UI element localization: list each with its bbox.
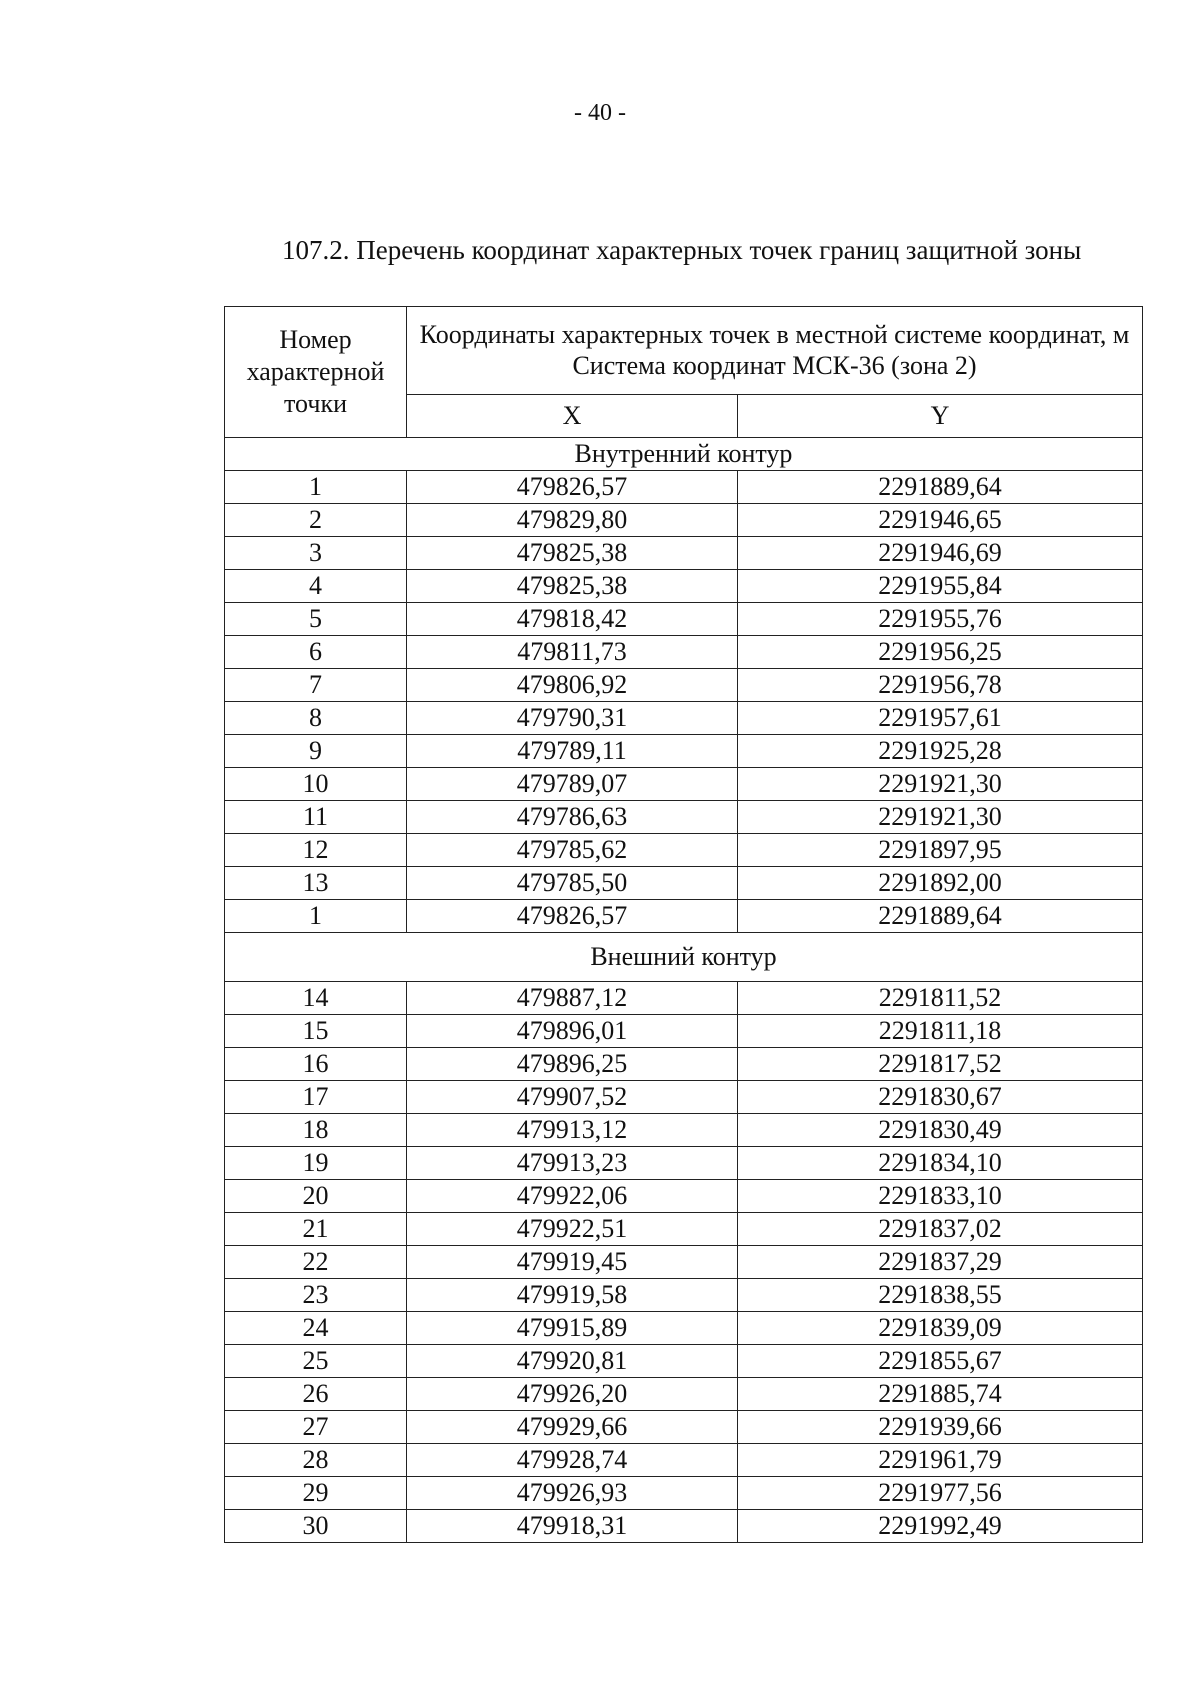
table-row: [225, 801, 1143, 834]
point-number-cell: 4: [225, 570, 407, 603]
x-coordinate-cell: 479919,58: [407, 1279, 738, 1312]
section-label: Внутренний контур: [225, 438, 1143, 471]
y-coordinate-cell: 2291830,67: [738, 1081, 1143, 1114]
x-coordinate-cell: 479922,06: [407, 1180, 738, 1213]
section-row: [225, 438, 1143, 471]
point-number-cell: 1: [225, 471, 407, 504]
header-coordinate-system: Система координат МСК-36 (зона 2): [572, 351, 977, 381]
table-row: [225, 867, 1143, 900]
table-row: [225, 1213, 1143, 1246]
x-coordinate-cell: 479913,12: [407, 1114, 738, 1147]
point-number-cell: 19: [225, 1147, 407, 1180]
y-coordinate-cell: 2291956,78: [738, 669, 1143, 702]
table-row: [225, 702, 1143, 735]
y-coordinate-cell: 2291811,52: [738, 982, 1143, 1015]
point-number-cell: 16: [225, 1048, 407, 1081]
y-coordinate-cell: 2291830,49: [738, 1114, 1143, 1147]
table-row: [225, 1081, 1143, 1114]
x-coordinate-cell: 479786,63: [407, 801, 738, 834]
table-row: [225, 735, 1143, 768]
table-row: [225, 1114, 1143, 1147]
x-coordinate-cell: 479825,38: [407, 537, 738, 570]
x-coordinate-cell: 479915,89: [407, 1312, 738, 1345]
coordinates-table: [224, 306, 1143, 1543]
table-row: [225, 834, 1143, 867]
table-row: [225, 1180, 1143, 1213]
point-number-cell: 13: [225, 867, 407, 900]
x-coordinate-cell: 479811,73: [407, 636, 738, 669]
x-coordinate-cell: 479806,92: [407, 669, 738, 702]
y-coordinate-cell: 2291889,64: [738, 900, 1143, 933]
y-coordinate-cell: 2291811,18: [738, 1015, 1143, 1048]
table-row: [225, 1378, 1143, 1411]
point-number-cell: 23: [225, 1279, 407, 1312]
table-row: [225, 1345, 1143, 1378]
point-number-cell: 30: [225, 1510, 407, 1543]
y-coordinate-cell: 2291921,30: [738, 801, 1143, 834]
point-number-cell: 18: [225, 1114, 407, 1147]
page-number: - 40 -: [574, 100, 626, 126]
point-number-cell: 27: [225, 1411, 407, 1444]
x-coordinate-cell: 479785,62: [407, 834, 738, 867]
table-row: [225, 471, 1143, 504]
y-coordinate-cell: 2291955,84: [738, 570, 1143, 603]
y-coordinate-cell: 2291946,69: [738, 537, 1143, 570]
table-row: [225, 768, 1143, 801]
table-row: [225, 669, 1143, 702]
y-coordinate-cell: 2291855,67: [738, 1345, 1143, 1378]
x-coordinate-cell: 479920,81: [407, 1345, 738, 1378]
y-coordinate-cell: 2291833,10: [738, 1180, 1143, 1213]
y-coordinate-cell: 2291837,02: [738, 1213, 1143, 1246]
point-number-cell: 15: [225, 1015, 407, 1048]
section-row: [225, 933, 1143, 982]
x-coordinate-cell: 479829,80: [407, 504, 738, 537]
point-number-cell: 9: [225, 735, 407, 768]
y-coordinate-cell: 2291834,10: [738, 1147, 1143, 1180]
table-row: [225, 1312, 1143, 1345]
table-row: [225, 570, 1143, 603]
y-coordinate-cell: 2291961,79: [738, 1444, 1143, 1477]
table-row: [225, 537, 1143, 570]
x-coordinate-cell: 479928,74: [407, 1444, 738, 1477]
table-row: [225, 1279, 1143, 1312]
y-coordinate-cell: 2291889,64: [738, 471, 1143, 504]
document-title: 107.2. Перечень координат характерных точек границ защитной зоны: [282, 235, 1082, 265]
point-number-cell: 12: [225, 834, 407, 867]
point-number-cell: 26: [225, 1378, 407, 1411]
table-row: [225, 504, 1143, 537]
point-number-cell: 25: [225, 1345, 407, 1378]
x-coordinate-cell: 479929,66: [407, 1411, 738, 1444]
table-row: [225, 1048, 1143, 1081]
point-number-cell: 3: [225, 537, 407, 570]
y-coordinate-cell: 2291897,95: [738, 834, 1143, 867]
x-coordinate-cell: 479896,01: [407, 1015, 738, 1048]
y-coordinate-cell: 2291955,76: [738, 603, 1143, 636]
x-coordinate-cell: 479919,45: [407, 1246, 738, 1279]
point-number-cell: 24: [225, 1312, 407, 1345]
x-coordinate-cell: 479887,12: [407, 982, 738, 1015]
header-coordinates: [407, 307, 1143, 395]
header-coordinates-line1: Координаты характерных точек в местной системе координат, м: [419, 320, 1130, 350]
y-coordinate-cell: 2291817,52: [738, 1048, 1143, 1081]
x-coordinate-cell: 479789,11: [407, 735, 738, 768]
point-number-cell: 28: [225, 1444, 407, 1477]
header-point-number: Номер характерной точки: [225, 307, 407, 438]
y-coordinate-cell: 2291939,66: [738, 1411, 1143, 1444]
table-row: [225, 1444, 1143, 1477]
table-row: [225, 900, 1143, 933]
y-coordinate-cell: 2291977,56: [738, 1477, 1143, 1510]
x-coordinate-cell: 479926,20: [407, 1378, 738, 1411]
x-coordinate-cell: 479789,07: [407, 768, 738, 801]
table-row: [225, 1510, 1143, 1543]
coordinates-table-body: [225, 307, 1143, 1543]
x-coordinate-cell: 479825,38: [407, 570, 738, 603]
point-number-cell: 8: [225, 702, 407, 735]
y-coordinate-cell: 2291885,74: [738, 1378, 1143, 1411]
table-row: [225, 1246, 1143, 1279]
table-row: [225, 982, 1143, 1015]
table-row: [225, 603, 1143, 636]
point-number-cell: 17: [225, 1081, 407, 1114]
y-coordinate-cell: 2291956,25: [738, 636, 1143, 669]
point-number-cell: 6: [225, 636, 407, 669]
table-header-row: [225, 307, 1143, 395]
y-coordinate-cell: 2291992,49: [738, 1510, 1143, 1543]
section-label: Внешний контур: [225, 933, 1143, 982]
y-coordinate-cell: 2291957,61: [738, 702, 1143, 735]
table-row: [225, 636, 1143, 669]
point-number-cell: 2: [225, 504, 407, 537]
x-coordinate-cell: 479826,57: [407, 900, 738, 933]
point-number-cell: 29: [225, 1477, 407, 1510]
x-coordinate-cell: 479818,42: [407, 603, 738, 636]
y-coordinate-cell: 2291839,09: [738, 1312, 1143, 1345]
y-coordinate-cell: 2291921,30: [738, 768, 1143, 801]
point-number-cell: 1: [225, 900, 407, 933]
point-number-cell: 10: [225, 768, 407, 801]
header-x: X: [407, 394, 738, 437]
point-number-cell: 7: [225, 669, 407, 702]
table-row: [225, 1015, 1143, 1048]
point-number-cell: 5: [225, 603, 407, 636]
x-coordinate-cell: 479826,57: [407, 471, 738, 504]
x-coordinate-cell: 479913,23: [407, 1147, 738, 1180]
y-coordinate-cell: 2291838,55: [738, 1279, 1143, 1312]
point-number-cell: 22: [225, 1246, 407, 1279]
y-coordinate-cell: 2291837,29: [738, 1246, 1143, 1279]
point-number-cell: 21: [225, 1213, 407, 1246]
table-row: [225, 1147, 1143, 1180]
y-coordinate-cell: 2291892,00: [738, 867, 1143, 900]
x-coordinate-cell: 479790,31: [407, 702, 738, 735]
y-coordinate-cell: 2291925,28: [738, 735, 1143, 768]
x-coordinate-cell: 479926,93: [407, 1477, 738, 1510]
table-row: [225, 1477, 1143, 1510]
table-row: [225, 1411, 1143, 1444]
header-y: Y: [738, 394, 1143, 437]
x-coordinate-cell: 479918,31: [407, 1510, 738, 1543]
point-number-cell: 14: [225, 982, 407, 1015]
y-coordinate-cell: 2291946,65: [738, 504, 1143, 537]
x-coordinate-cell: 479785,50: [407, 867, 738, 900]
x-coordinate-cell: 479922,51: [407, 1213, 738, 1246]
point-number-cell: 11: [225, 801, 407, 834]
point-number-cell: 20: [225, 1180, 407, 1213]
x-coordinate-cell: 479896,25: [407, 1048, 738, 1081]
x-coordinate-cell: 479907,52: [407, 1081, 738, 1114]
